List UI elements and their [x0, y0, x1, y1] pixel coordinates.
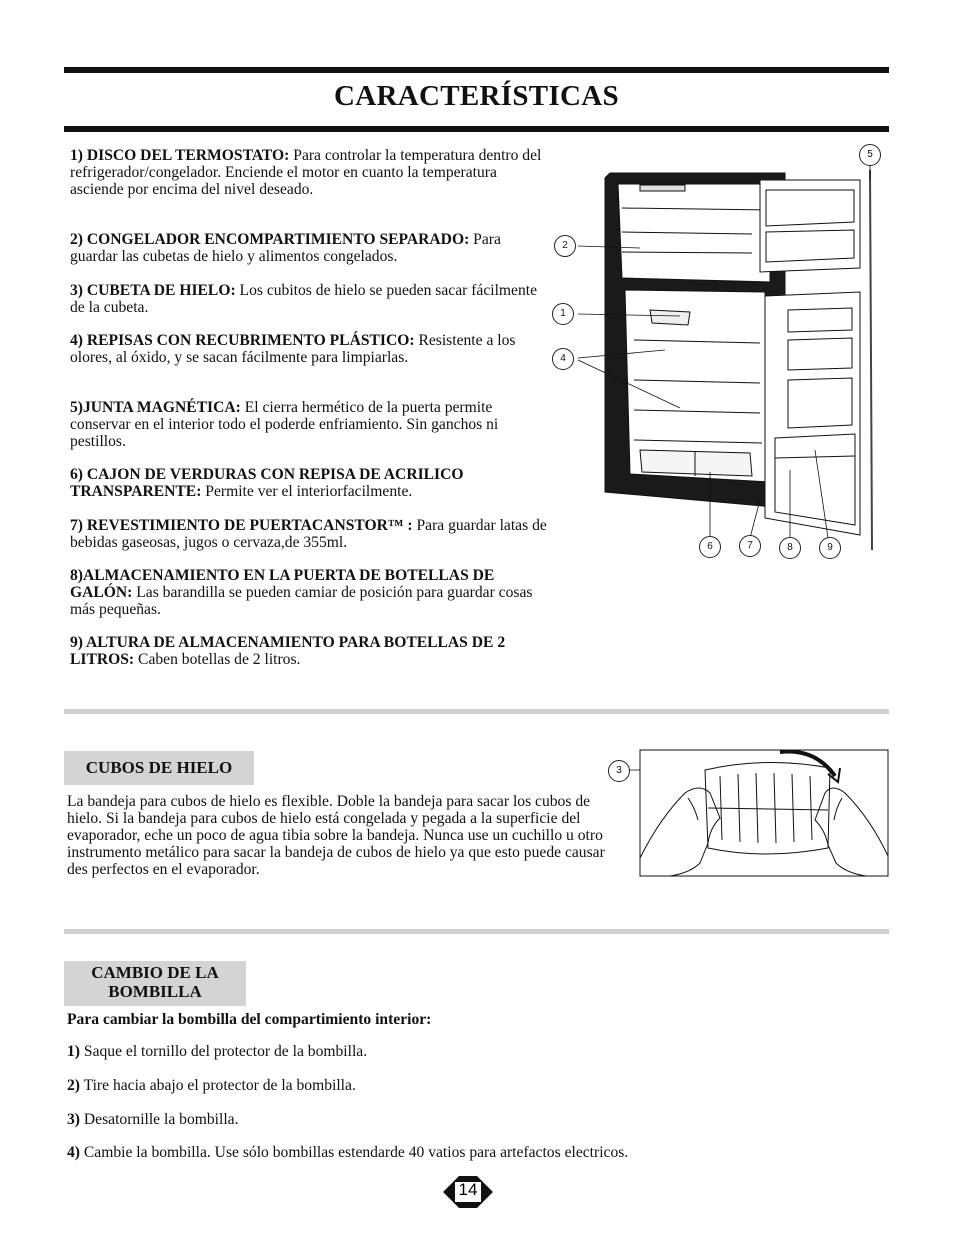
ice-tray-illustration — [600, 748, 890, 878]
feature-label: 6) CAJON DE VERDURAS CON REPISA DE ACRILICO TRANSPARENTE: — [70, 466, 464, 500]
feature-text: Resistente a los olores, al óxido, y se sacan fácilmente para limpiarlas. — [70, 332, 516, 366]
page-number-badge — [439, 1172, 497, 1212]
page-number: 14 — [458, 1180, 478, 1199]
feature-text: Para guardar las cubetas de hielo y alimentos congelados. — [70, 231, 501, 265]
callout-8: 8 — [779, 537, 801, 559]
ice-section-heading: CUBOS DE HIELO — [64, 751, 254, 785]
feature-text: Los cubitos de hielo se pueden sacar fácilmente de la cubeta. — [70, 282, 538, 316]
callout-1: 1 — [552, 303, 574, 325]
bulb-intro: Para cambiar la bombilla del compartimiento interior: — [67, 1011, 432, 1028]
ice-section-body: La bandeja para cubos de hielo es flexible. Doble la bandeja para sacar los cubos de hielo. Si la bandeja para cubos de hielo está congelada y pegada a la superficie del evaporador, eche un poco de agua tibia sobre la bandeja. Nunca use un cuchillo u otro instrumento metálico para sacar la bandeja de cubos de hielo ya que esto puede causar des perfectos en el evaporador. — [67, 793, 605, 878]
feature-text: El cierra hermético de la puerta permite conservar en el interior todo el poderde enfriamiento. Sin ganchos ni pestillos. — [70, 399, 499, 450]
bulb-step-text: Saque el tornillo del protector de la bombilla. — [80, 1043, 368, 1060]
feature-text: Para guardar latas de bebidas gaseosas, jugos o cervaza,de 355ml. — [70, 517, 547, 551]
feature-text: Caben botellas de 2 litros. — [134, 651, 301, 668]
bulb-step-text: Cambie la bombilla. Use sólo bombillas estendarde 40 vatios para artefactos electricos. — [80, 1144, 629, 1161]
feature-label: 8)ALMACENAMIENTO EN LA PUERTA DE BOTELLAS DE GALÓN: — [70, 567, 495, 601]
feature-item-9 — [70, 634, 550, 668]
feature-item-4 — [70, 332, 550, 366]
feature-item-5 — [70, 399, 550, 450]
refrigerator-diagram — [570, 140, 890, 570]
feature-item-2 — [70, 231, 550, 265]
feature-item-3 — [70, 282, 550, 316]
feature-label: 9) ALTURA DE ALMACENAMIENTO PARA BOTELLAS DE 2 LITROS: — [70, 634, 506, 668]
bulb-step-4 — [67, 1144, 847, 1161]
page-title: CARACTERÍSTICAS — [334, 80, 619, 112]
feature-label: 4) REPISAS CON RECUBRIMENTO PLÁSTICO: — [70, 332, 415, 349]
feature-text: Para controlar la temperatura dentro del refrigerador/congelador. Enciende el motor en cuanto la temperatura asciende por encima del nivel deseado. — [70, 147, 542, 198]
callout-9: 9 — [819, 537, 841, 559]
bulb-heading-line-1: CAMBIO DE LA — [91, 963, 219, 982]
callout-5: 5 — [859, 144, 881, 166]
bulb-heading-line-2: BOMBILLA — [108, 982, 202, 1001]
feature-label: 1) DISCO DEL TERMOSTATO: — [70, 147, 290, 164]
bulb-step-3 — [67, 1111, 827, 1128]
callout-4: 4 — [552, 348, 574, 370]
bulb-step-num: 2) — [67, 1077, 80, 1094]
section-divider-1 — [64, 709, 889, 714]
feature-item-6 — [70, 466, 550, 500]
callout-7: 7 — [739, 535, 761, 557]
section-divider-2 — [64, 929, 889, 934]
feature-text: Las barandilla se pueden camiar de posición para guardar cosas más pequeñas. — [70, 584, 533, 618]
feature-label: 7) REVESTIMIENTO DE PUERTACANSTOR™ : — [70, 517, 413, 534]
feature-text: Permite ver el interiorfacilmente. — [201, 483, 413, 500]
bulb-section-heading — [64, 961, 246, 1006]
bulb-step-1 — [67, 1043, 827, 1060]
feature-label: 3) CUBETA DE HIELO: — [70, 282, 236, 299]
feature-item-7 — [70, 517, 550, 551]
bulb-step-num: 4) — [67, 1144, 80, 1161]
bulb-step-2 — [67, 1077, 827, 1094]
bulb-step-text: Tire hacia abajo el protector de la bombilla. — [80, 1077, 356, 1094]
feature-item-1 — [70, 147, 550, 198]
feature-label: 5)JUNTA MAGNÉTICA: — [70, 399, 241, 416]
feature-label: 2) CONGELADOR ENCOMPARTIMIENTO SEPARADO: — [70, 231, 470, 248]
bulb-step-text: Desatornille la bombilla. — [80, 1111, 239, 1128]
callout-3: 3 — [608, 760, 630, 782]
callout-2: 2 — [554, 235, 576, 257]
feature-item-8 — [70, 567, 550, 618]
title-underline-rule — [64, 126, 889, 132]
top-rule — [64, 67, 889, 73]
callout-6: 6 — [699, 536, 721, 558]
bulb-step-num: 1) — [67, 1043, 80, 1060]
bulb-step-num: 3) — [67, 1111, 80, 1128]
